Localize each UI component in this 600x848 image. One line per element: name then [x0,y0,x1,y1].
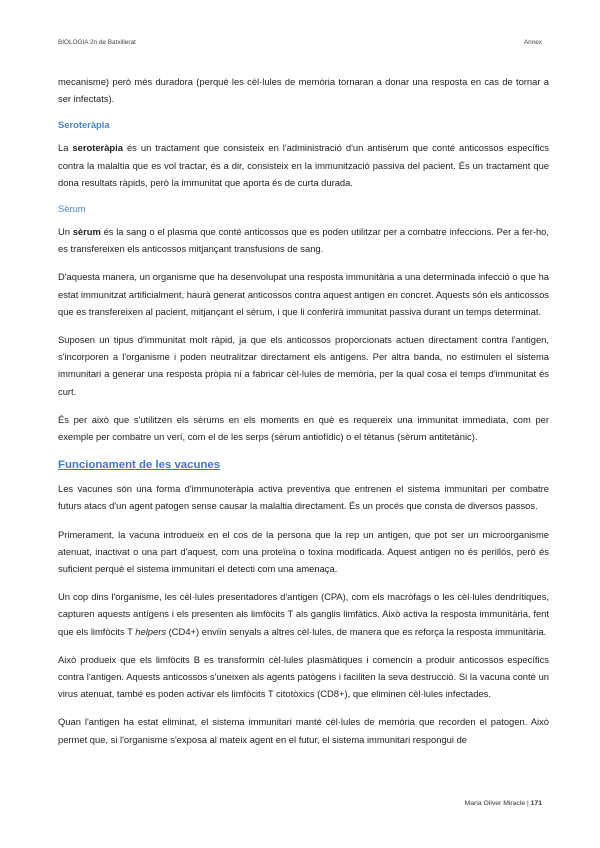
paragraph-serum-3: Suposen un tipus d'immunitat molt ràpid, ja que els anticossos proporcionats actuen directament contra l'antigen, s'incorporen a l'organisme i poden neutralitzar directament els antígens. Per altra banda, no estimulen el sistema immunitari a generar una resposta pròpia ni a fabricar cèl·lules de memòria, per la qual cosa el temps d'immunitat és curt. [58,334,549,397]
paragraph-vacunes-5: Quan l'antigen ha estat eliminat, el sistema immunitari manté cèl·lules de memòria que recorden el patogen. Això permet que, si l'organisme s'exposa al mateix agent en el futur, el sistema immunitari respongui de [58,716,549,745]
heading-funcionament-vacunes[interactable]: Funcionament de les vacunes [58,459,221,472]
paragraph-serum-definition: Un sèrum és la sang o el plasma que conté anticossos que es poden utilitzar per a combatre infeccions. Per a fer-ho, es transfereixen els anticossos mitjançant transfusions de sang. [58,226,549,255]
running-header-left: BIOLOGIA 2n de Batxillerat [58,39,136,46]
running-header-right: Annex [523,39,542,46]
term-serum: sèrum [72,226,101,238]
heading-seroterapia: Seroteràpia [58,119,110,131]
paragraph-vacunes-3: Un cop dins l'organisme, les cèl·lules presentadores d'antigen (CPA), com els macròfags o les cèl·lules dendrítiques, capturen aquests antígens i els presenten als limfòcits T als ganglis limfàtics. Això activa la resposta immunitària, fent que els limfòcits T helpers (CD4+) enviïn senyals a altres cèl·lules, de manera que es reforça la resposta immunitària. [58,591,549,637]
paragraph-vacunes-4: Això produeix que els limfòcits B es transformin cèl·lules plasmàtiques i comencin a produir anticossos específics contra l'antigen. Aquests anticossos s'uneixen als agents patògens i faciliten la seva destrucció. Si la vacuna conté un virus atenuat, també es poden activar els limfòcits T citotòxics (CD8+), que eliminen cèl·lules infectades. [58,653,549,700]
paragraph-intro: mecanisme) però més duradora (perquè les cèl·lules de memòria tornaran a donar una resposta en cas de tornar a ser infectats). [58,76,549,105]
heading-serum: Sèrum [58,203,86,215]
term-helpers: helpers [135,625,167,637]
term-seroterapia: seroteràpia [72,142,123,154]
paragraph-seroterapia: La seroteràpia és un tractament que consisteix en l'administració d'un antisèrum que conté anticossos específics contra la malaltia que es vol tractar, és a dir, consisteix en la immunització passiva del pacient. És un tractament que dona resultats ràpids, però la immunitat que aporta és de curta durada. [58,142,549,188]
paragraph-vacunes-2: Primerament, la vacuna introdueix en el cos de la persona que la rep un antigen, que pot ser un microorganisme atenuat, inactivat o una part d'aquest, com una proteïna o toxina modificada. Aquest antigen no és perillós, però és suficient perquè el sistema immunitari el detecti com una amenaça. [58,528,549,575]
paragraph-vacunes-1: Les vacunes són una forma d'immunoteràpia activa preventiva que entrenen el sistema immunitari per combatre futurs atacs d'un agent patogen sense causar la malaltia directament. És un procés que consta de diversos passos. [58,483,549,512]
page-footer: Maria Oliver Miracle | 171 [464,800,542,807]
footer-author: Maria Oliver Miracle [464,800,526,807]
paragraph-serum-4: És per això que s'utilitzen els sèrums en els moments en què es requereix una immunitat immediata, com per exemple per combatre un verí, com el de les serps (sèrum antiofídic) o el tètanus (sèrum antitetànic). [58,413,549,443]
page-number: 171 [530,800,542,807]
paragraph-serum-2: D'aquesta manera, un organisme que ha desenvolupat una resposta immunitària a una determinada infecció o que ha estat immunitzat artificialment, haurà generat anticossos contra aquest antigen en concret. Aquests són els anticossos que es transfereixen al pacient, mitjançant el sèrum, i que li conferirà immunitat passiva durant un temps determinat. [58,271,549,317]
page-body [58,73,549,759]
